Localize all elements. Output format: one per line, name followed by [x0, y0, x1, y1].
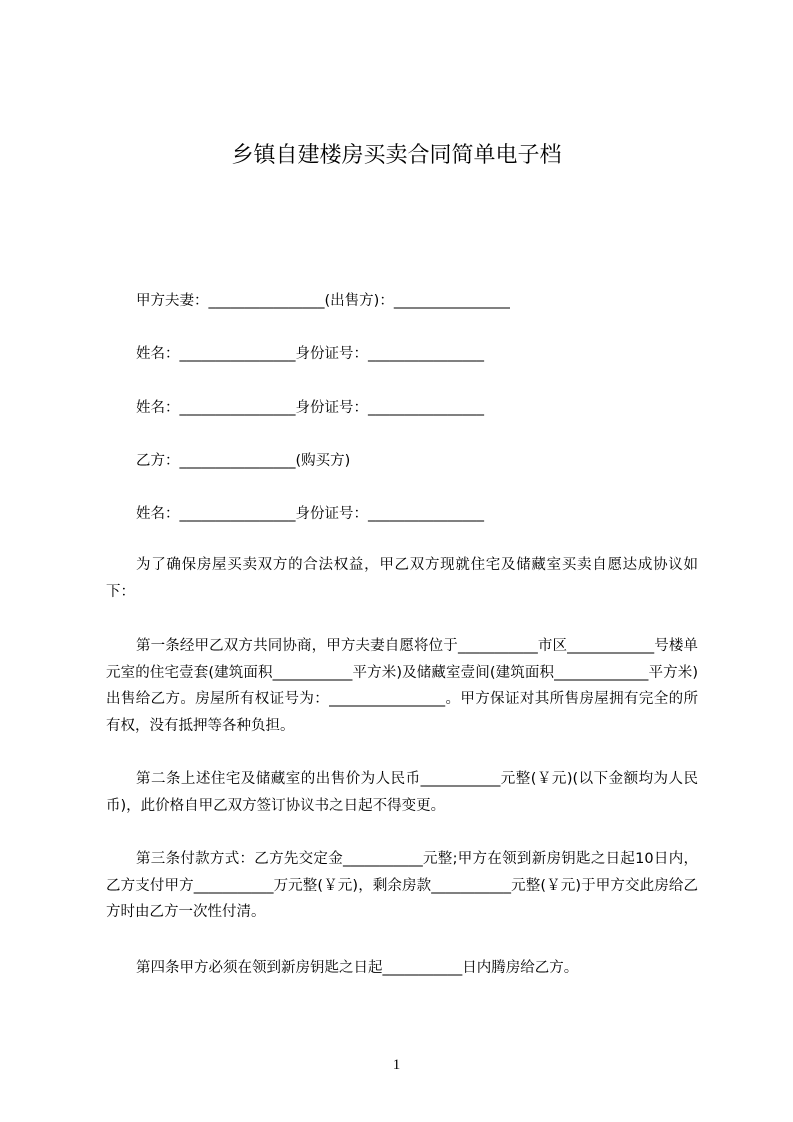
party-a-couple-line: 甲方夫妻：________________(出售方)：________________ [136, 293, 510, 309]
document-title: 乡镇自建楼房买卖合同简单电子档 [231, 143, 562, 168]
party-b-line: 乙方：________________(购买方) [136, 453, 351, 469]
party-a-name-line-2: 姓名：________________身份证号：________________ [136, 400, 484, 416]
party-b-name-line: 姓名：________________身份证号：________________ [136, 506, 484, 522]
article-3-paragraph: 第三条付款方式：乙方先交定金___________元整;甲方在领到新房钥匙之日起10日内，乙方支付甲方___________万元整(￥元)，剩余房款___________元整(￥元)于甲方交此房给乙方时由乙方一次性付清。 [106, 851, 698, 920]
preamble-paragraph: 为了确保房屋买卖双方的合法权益，甲乙双方现就住宅及储藏室买卖自愿达成协议如下： [106, 557, 698, 600]
article-2-paragraph: 第二条上述住宅及储藏室的出售价为人民币___________元整(￥元)(以下金额均为人民币)，此价格自甲乙双方签订协议书之日起不得变更。 [106, 771, 698, 814]
page-number: 1 [392, 1057, 401, 1073]
party-a-name-line-1: 姓名：________________身份证号：________________ [136, 346, 484, 362]
article-4-paragraph: 第四条甲方必须在领到新房钥匙之日起___________日内腾房给乙方。 [136, 960, 579, 976]
article-1-paragraph: 第一条经甲乙双方共同协商，甲方夫妻自愿将位于___________市区____________号楼单元室的住宅壹套(建筑面积___________平方米)及储藏室壹间(建筑面积_____________平方米)出售给乙方。房屋所有权证号为：________________。甲方保证对其所售房屋拥有完全的所有权，没有抵押等各种负担。 [106, 638, 698, 734]
